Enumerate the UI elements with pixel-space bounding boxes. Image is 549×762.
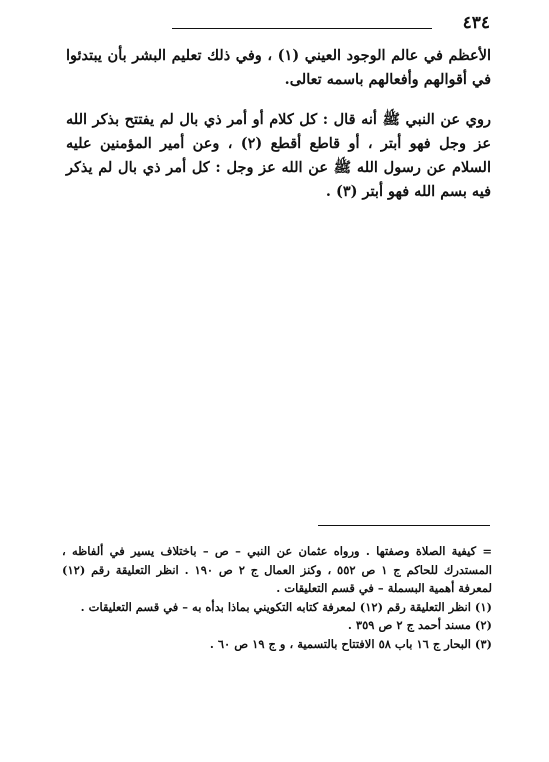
page-header [172,12,490,36]
footnote-1: (١) انظر التعليقة رقم (١٢) لمعرفة كتابه التكويني بماذا بدأه به – في قسم التعليقات . [80,599,492,614]
page-number: ٤٣٤ [462,13,490,33]
footnote-3: (٣) البحار ج ١٦ باب ٥٨ الافتتاح بالتسمية ، و ج ١٩ ص ٦٠ . [209,636,492,651]
footnotes [62,542,492,653]
footnote-separator [318,525,490,526]
paragraph-1: الأعظم في عالم الوجود العيني (١) ، وفي ذلك تعليم البشر بأن يبتدئوا في أقوالهم وأفعالهم باسمه تعالى. [66,47,491,88]
paragraph-2: روي عن النبي ﷺ أنه قال : كل كلام أو أمر ذي بال لم يفتتح بذكر الله عز وجل فهو أبتر ، أو قاطع أقطع (٢) ، وعن أمير المؤمنين عليه السلام عن رسول الله ﷺ عن الله عز وجل : كل أمر ذي بال لم يذكر فيه بسم الله فهو أبتر (٣) . [66,111,492,200]
footnote-continuation: = كيفية الصلاة وصفتها . ورواه عثمان عن النبي – ص – باختلاف يسير في ألفاظه ، المستدرك للحاكم ج ١ ص ٥٥٢ ، وكنز العمال ج ٢ ص ١٩٠ . انظر التعليقة رقم (١٢) لمعرفة أهمية البسملة – في قسم التعليقات . [62,544,492,595]
footnote-2: (٢) مسند أحمد ج ٢ ص ٣٥٩ . [347,618,492,632]
header-rule [172,28,432,29]
main-text [66,44,491,204]
